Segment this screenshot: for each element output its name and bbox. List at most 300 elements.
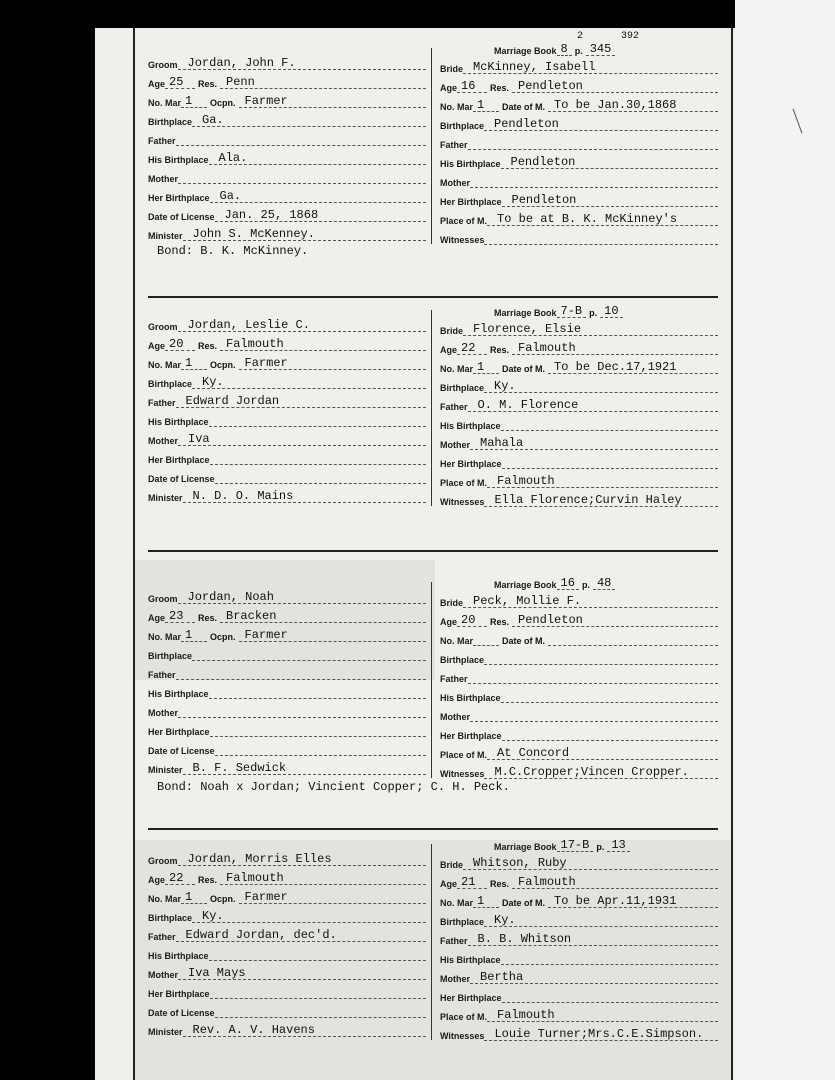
bride-age-value: 20	[457, 614, 487, 627]
bride-mother-row	[440, 174, 718, 188]
groom-father-value: Edward Jordan, dec'd.	[176, 929, 426, 942]
bride-name-value: McKinney, Isabell	[463, 61, 718, 74]
bride-father-row	[440, 932, 718, 946]
bride-name-row	[440, 322, 718, 336]
bride-name-row	[440, 856, 718, 870]
book-number-top: 2	[577, 31, 584, 42]
column-divider	[431, 48, 432, 244]
bride-birthplace-label: Birthplace	[440, 917, 485, 927]
groom-her-birthplace-label: Her Birthplace	[148, 193, 210, 203]
bride-her-birthplace-label: Her Birthplace	[440, 993, 502, 1003]
bride-place-of-m-value: To be at B. K. McKinney's	[487, 213, 718, 226]
bride-no-mar-label: No. Mar	[440, 364, 474, 374]
groom-minister-value: N. D. O. Mains	[183, 490, 426, 503]
bride-birthplace-row	[440, 913, 718, 927]
bride-name-value: Whitson, Ruby	[463, 857, 718, 870]
groom-date-of-license-label: Date of License	[148, 212, 215, 222]
bride-father-row	[440, 136, 718, 150]
bride-res-value: Pendleton	[512, 80, 718, 93]
groom-mother-label: Mother	[148, 436, 178, 446]
groom-her-birthplace-row	[148, 985, 426, 999]
marriage-book-label: Marriage Book	[494, 842, 557, 852]
groom-no-mar-value: 1	[181, 357, 207, 370]
marriage-book-row	[494, 576, 615, 590]
bride-res-value: Falmouth	[512, 342, 718, 355]
bride-no-mar-value: 1	[473, 99, 499, 112]
bride-witnesses-row	[440, 1027, 718, 1041]
groom-minister-value: B. F. Sedwick	[183, 762, 426, 775]
groom-her-birthplace-row	[148, 451, 426, 465]
bride-her-birthplace-row	[440, 989, 718, 1003]
bride-place-of-m-label: Place of M.	[440, 478, 488, 488]
bride-age-row	[440, 613, 718, 627]
marriage-book-page: 13	[607, 839, 629, 852]
groom-date-of-license-value	[215, 755, 426, 756]
bride-age-row	[440, 875, 718, 889]
bride-place-of-m-label: Place of M.	[440, 216, 488, 226]
groom-birthplace-row	[148, 375, 426, 389]
groom-ocpn-label: Ocpn.	[210, 360, 236, 370]
bride-father-value	[468, 683, 718, 684]
bride-no-mar-value: 1	[473, 361, 499, 374]
bride-name-row	[440, 60, 718, 74]
groom-mother-value: Iva	[178, 433, 426, 446]
bride-his-birthplace-label: His Birthplace	[440, 159, 501, 169]
groom-his-birthplace-row	[148, 685, 426, 699]
bride-place-of-m-value: At Concord	[487, 747, 718, 760]
bride-her-birthplace-value	[502, 468, 718, 469]
scan-margin	[735, 0, 835, 1080]
bond-note: Bond: B. K. McKinney.	[157, 244, 309, 258]
bride-her-birthplace-label: Her Birthplace	[440, 731, 502, 741]
bride-mother-value	[470, 187, 718, 188]
bride-bride-label: Bride	[440, 64, 464, 74]
bride-age-value: 22	[457, 342, 487, 355]
groom-minister-row	[148, 761, 426, 775]
page-label: p.	[581, 580, 590, 590]
groom-mother-value: Iva Mays	[178, 967, 426, 980]
groom-minister-row	[148, 489, 426, 503]
bride-age-row	[440, 79, 718, 93]
groom-no-mar-value: 1	[181, 95, 207, 108]
groom-no-mar-label: No. Mar	[148, 360, 182, 370]
column-divider	[431, 310, 432, 506]
groom-age-value: 25	[165, 76, 195, 89]
groom-birthplace-value: Ky.	[192, 376, 426, 389]
groom-father-row	[148, 132, 426, 146]
groom-res-value: Falmouth	[220, 872, 426, 885]
marriage-book-label: Marriage Book	[494, 308, 557, 318]
groom-his-birthplace-label: His Birthplace	[148, 951, 209, 961]
groom-ocpn-label: Ocpn.	[210, 894, 236, 904]
marriage-book-label: Marriage Book	[494, 46, 557, 56]
groom-age-row	[148, 337, 426, 351]
bride-mother-label: Mother	[440, 974, 470, 984]
bride-witnesses-label: Witnesses	[440, 1031, 485, 1041]
bond-note: Bond: Noah x Jordan; Vincient Copper; C. H. Peck.	[157, 780, 510, 794]
groom-his-birthplace-label: His Birthplace	[148, 689, 209, 699]
bride-no-mar-label: No. Mar	[440, 636, 474, 646]
groom-mother-value	[178, 717, 426, 718]
marriage-book-number: 7-B	[557, 305, 587, 318]
groom-no-mar-row	[148, 94, 426, 108]
bride-name-row	[440, 594, 718, 608]
groom-his-birthplace-label: His Birthplace	[148, 155, 209, 165]
groom-his-birthplace-row	[148, 413, 426, 427]
groom-name-row	[148, 56, 426, 70]
groom-age-label: Age	[148, 613, 166, 623]
bride-res-label: Res.	[490, 345, 510, 355]
groom-res-label: Res.	[198, 79, 218, 89]
marriage-book-page: 48	[593, 577, 615, 590]
groom-date-of-license-row	[148, 208, 426, 222]
bride-res-label: Res.	[490, 879, 510, 889]
bride-mother-row	[440, 708, 718, 722]
groom-age-label: Age	[148, 341, 166, 351]
bride-witnesses-value: Louie Turner;Mrs.C.E.Simpson.	[484, 1028, 718, 1041]
groom-date-of-license-label: Date of License	[148, 1008, 215, 1018]
groom-birthplace-value: Ky.	[192, 910, 426, 923]
bride-her-birthplace-row	[440, 727, 718, 741]
column-divider	[431, 844, 432, 1040]
groom-date-of-license-label: Date of License	[148, 474, 215, 484]
groom-her-birthplace-label: Her Birthplace	[148, 455, 210, 465]
bride-father-value: B. B. Whitson	[468, 933, 718, 946]
groom-age-label: Age	[148, 79, 166, 89]
groom-birthplace-row	[148, 909, 426, 923]
groom-ocpn-label: Ocpn.	[210, 632, 236, 642]
page-label: p.	[589, 308, 598, 318]
groom-ocpn-value: Farmer	[239, 357, 426, 370]
groom-no-mar-label: No. Mar	[148, 894, 182, 904]
bride-her-birthplace-row	[440, 193, 718, 207]
groom-his-birthplace-row	[148, 947, 426, 961]
groom-her-birthplace-value	[210, 464, 426, 465]
groom-name-value: Jordan, John F.	[178, 57, 426, 70]
groom-birthplace-value	[192, 660, 426, 661]
bride-witnesses-row	[440, 765, 718, 779]
bride-his-birthplace-value	[501, 430, 718, 431]
marriage-book-row	[494, 42, 615, 56]
groom-birthplace-label: Birthplace	[148, 379, 193, 389]
bride-his-birthplace-label: His Birthplace	[440, 955, 501, 965]
groom-date-of-license-value: Jan. 25, 1868	[215, 209, 426, 222]
bride-date-of-m-label: Date of M.	[502, 636, 546, 646]
groom-her-birthplace-row	[148, 189, 426, 203]
groom-groom-label: Groom	[148, 594, 178, 604]
bride-mother-label: Mother	[440, 712, 470, 722]
bride-witnesses-label: Witnesses	[440, 235, 485, 245]
bride-res-value: Falmouth	[512, 876, 718, 889]
groom-father-row	[148, 666, 426, 680]
groom-birthplace-row	[148, 647, 426, 661]
bride-birthplace-value: Pendleton	[484, 118, 718, 131]
bride-place-of-m-row	[440, 212, 718, 226]
groom-name-row	[148, 590, 426, 604]
record-separator	[148, 296, 718, 298]
groom-name-value: Jordan, Noah	[178, 591, 426, 604]
bride-no-mar-value	[473, 645, 499, 646]
bride-place-of-m-value: Falmouth	[487, 1009, 718, 1022]
bride-no-mar-row	[440, 360, 718, 374]
groom-age-row	[148, 75, 426, 89]
groom-res-label: Res.	[198, 341, 218, 351]
bride-witnesses-label: Witnesses	[440, 769, 485, 779]
bride-place-of-m-label: Place of M.	[440, 750, 488, 760]
column-divider	[431, 582, 432, 778]
groom-mother-label: Mother	[148, 970, 178, 980]
bride-place-of-m-row	[440, 1008, 718, 1022]
groom-mother-row	[148, 432, 426, 446]
bride-age-label: Age	[440, 345, 458, 355]
groom-ocpn-label: Ocpn.	[210, 98, 236, 108]
bride-father-label: Father	[440, 402, 468, 412]
bride-witnesses-row	[440, 493, 718, 507]
marriage-book-number: 8	[557, 43, 572, 56]
groom-age-value: 22	[165, 872, 195, 885]
marriage-book-number: 17-B	[557, 839, 594, 852]
bride-mother-row	[440, 970, 718, 984]
bride-witnesses-value	[484, 244, 718, 245]
groom-minister-row	[148, 227, 426, 241]
bride-name-value: Florence, Elsie	[463, 323, 718, 336]
groom-ocpn-value: Farmer	[239, 629, 426, 642]
groom-name-value: Jordan, Leslie C.	[178, 319, 426, 332]
groom-minister-row	[148, 1023, 426, 1037]
groom-birthplace-row	[148, 113, 426, 127]
groom-groom-label: Groom	[148, 856, 178, 866]
groom-date-of-license-label: Date of License	[148, 746, 215, 756]
bride-birthplace-row	[440, 379, 718, 393]
bride-witnesses-value: M.C.Cropper;Vincen Cropper.	[484, 766, 718, 779]
bride-mother-label: Mother	[440, 440, 470, 450]
groom-date-of-license-value	[215, 483, 426, 484]
groom-father-value: Edward Jordan	[176, 395, 426, 408]
groom-her-birthplace-row	[148, 723, 426, 737]
bride-date-of-m-label: Date of M.	[502, 364, 546, 374]
groom-mother-row	[148, 966, 426, 980]
groom-res-value: Falmouth	[220, 338, 426, 351]
groom-minister-value: John S. McKenney.	[183, 228, 426, 241]
bride-res-label: Res.	[490, 83, 510, 93]
bride-birthplace-value	[484, 664, 718, 665]
bride-mother-value: Bertha	[470, 971, 718, 984]
groom-ocpn-value: Farmer	[239, 95, 426, 108]
bride-his-birthplace-label: His Birthplace	[440, 693, 501, 703]
bride-birthplace-label: Birthplace	[440, 383, 485, 393]
bride-his-birthplace-value: Pendleton	[501, 156, 718, 169]
bride-place-of-m-row	[440, 746, 718, 760]
groom-res-value: Bracken	[220, 610, 426, 623]
page-label: p.	[574, 46, 583, 56]
groom-his-birthplace-value	[209, 426, 426, 427]
groom-her-birthplace-value	[210, 998, 426, 999]
groom-date-of-license-value	[215, 1017, 426, 1018]
groom-minister-label: Minister	[148, 765, 183, 775]
groom-his-birthplace-row	[148, 151, 426, 165]
bride-date-of-m-label: Date of M.	[502, 898, 546, 908]
bride-name-value: Peck, Mollie F.	[463, 595, 718, 608]
groom-birthplace-label: Birthplace	[148, 913, 193, 923]
bride-mother-row	[440, 436, 718, 450]
groom-father-row	[148, 928, 426, 942]
bride-witnesses-row	[440, 231, 718, 245]
bride-birthplace-label: Birthplace	[440, 655, 485, 665]
groom-res-label: Res.	[198, 613, 218, 623]
groom-minister-value: Rev. A. V. Havens	[183, 1024, 426, 1037]
bride-place-of-m-row	[440, 474, 718, 488]
groom-her-birthplace-label: Her Birthplace	[148, 727, 210, 737]
bride-her-birthplace-label: Her Birthplace	[440, 197, 502, 207]
groom-minister-label: Minister	[148, 1027, 183, 1037]
groom-birthplace-value: Ga.	[192, 114, 426, 127]
groom-birthplace-label: Birthplace	[148, 117, 193, 127]
book-page-top: 392	[621, 31, 640, 42]
groom-ocpn-value: Farmer	[239, 891, 426, 904]
groom-his-birthplace-value: Ala.	[209, 152, 426, 165]
bride-her-birthplace-value	[502, 1002, 718, 1003]
bride-no-mar-value: 1	[473, 895, 499, 908]
groom-no-mar-value: 1	[181, 891, 207, 904]
bride-date-of-m-value: To be Apr.11,1931	[548, 895, 718, 908]
bride-birthplace-row	[440, 651, 718, 665]
groom-mother-value	[178, 183, 426, 184]
groom-groom-label: Groom	[148, 60, 178, 70]
bride-date-of-m-label: Date of M.	[502, 102, 546, 112]
bride-no-mar-label: No. Mar	[440, 898, 474, 908]
marriage-book-row	[494, 304, 623, 318]
groom-groom-label: Groom	[148, 322, 178, 332]
marriage-book-row	[494, 838, 630, 852]
groom-his-birthplace-value	[209, 698, 426, 699]
groom-name-row	[148, 318, 426, 332]
bride-witnesses-value: Ella Florence;Curvin Haley	[484, 494, 718, 507]
groom-father-label: Father	[148, 670, 176, 680]
bride-date-of-m-value: To be Jan.30,1868	[548, 99, 718, 112]
bride-his-birthplace-value	[501, 702, 718, 703]
groom-res-value: Penn	[220, 76, 426, 89]
bride-his-birthplace-row	[440, 951, 718, 965]
groom-his-birthplace-label: His Birthplace	[148, 417, 209, 427]
bride-bride-label: Bride	[440, 326, 464, 336]
groom-her-birthplace-label: Her Birthplace	[148, 989, 210, 999]
groom-no-mar-label: No. Mar	[148, 98, 182, 108]
bride-no-mar-row	[440, 632, 718, 646]
groom-father-value	[176, 145, 426, 146]
bride-mother-value: Mahala	[470, 437, 718, 450]
bride-father-label: Father	[440, 674, 468, 684]
groom-name-row	[148, 852, 426, 866]
bride-his-birthplace-label: His Birthplace	[440, 421, 501, 431]
groom-mother-label: Mother	[148, 708, 178, 718]
groom-no-mar-value: 1	[181, 629, 207, 642]
bride-his-birthplace-value	[501, 964, 718, 965]
bride-age-label: Age	[440, 879, 458, 889]
right-border	[731, 28, 733, 1080]
bride-mother-value	[470, 721, 718, 722]
groom-father-label: Father	[148, 136, 176, 146]
groom-date-of-license-row	[148, 1004, 426, 1018]
groom-no-mar-row	[148, 356, 426, 370]
bride-father-label: Father	[440, 140, 468, 150]
groom-age-row	[148, 871, 426, 885]
marriage-book-number: 16	[557, 577, 579, 590]
marriage-book-page: 10	[600, 305, 622, 318]
groom-no-mar-row	[148, 890, 426, 904]
bride-his-birthplace-row	[440, 155, 718, 169]
groom-her-birthplace-value: Ga.	[210, 190, 426, 203]
bride-no-mar-row	[440, 98, 718, 112]
bride-age-row	[440, 341, 718, 355]
bride-her-birthplace-row	[440, 455, 718, 469]
bride-her-birthplace-value: Pendleton	[502, 194, 718, 207]
marriage-book-label: Marriage Book	[494, 580, 557, 590]
bride-father-value: O. M. Florence	[468, 399, 718, 412]
bride-her-birthplace-value	[502, 740, 718, 741]
bride-her-birthplace-label: Her Birthplace	[440, 459, 502, 469]
bride-bride-label: Bride	[440, 598, 464, 608]
bride-father-value	[468, 149, 718, 150]
bride-birthplace-label: Birthplace	[440, 121, 485, 131]
groom-father-row	[148, 394, 426, 408]
page-label: p.	[596, 842, 605, 852]
groom-name-value: Jordan, Morris Elles	[178, 853, 426, 866]
groom-res-label: Res.	[198, 875, 218, 885]
bride-father-row	[440, 398, 718, 412]
bride-bride-label: Bride	[440, 860, 464, 870]
groom-no-mar-label: No. Mar	[148, 632, 182, 642]
bride-place-of-m-value: Falmouth	[487, 475, 718, 488]
groom-age-value: 23	[165, 610, 195, 623]
bride-father-row	[440, 670, 718, 684]
groom-mother-row	[148, 704, 426, 718]
marriage-book-page: 345	[586, 43, 616, 56]
groom-minister-label: Minister	[148, 493, 183, 503]
bride-no-mar-label: No. Mar	[440, 102, 474, 112]
groom-birthplace-label: Birthplace	[148, 651, 193, 661]
groom-age-label: Age	[148, 875, 166, 885]
groom-minister-label: Minister	[148, 231, 183, 241]
bride-date-of-m-value	[548, 645, 718, 646]
groom-mother-row	[148, 170, 426, 184]
bride-witnesses-label: Witnesses	[440, 497, 485, 507]
bride-age-label: Age	[440, 83, 458, 93]
groom-father-value	[176, 679, 426, 680]
bride-place-of-m-label: Place of M.	[440, 1012, 488, 1022]
groom-father-label: Father	[148, 398, 176, 408]
bride-father-label: Father	[440, 936, 468, 946]
bride-his-birthplace-row	[440, 417, 718, 431]
bride-his-birthplace-row	[440, 689, 718, 703]
groom-age-row	[148, 609, 426, 623]
bride-no-mar-row	[440, 894, 718, 908]
bride-res-value: Pendleton	[512, 614, 718, 627]
groom-mother-label: Mother	[148, 174, 178, 184]
bride-date-of-m-value: To be Dec.17,1921	[548, 361, 718, 374]
bride-birthplace-value: Ky.	[484, 914, 718, 927]
bride-age-value: 21	[457, 876, 487, 889]
groom-father-label: Father	[148, 932, 176, 942]
bride-age-value: 16	[457, 80, 487, 93]
groom-no-mar-row	[148, 628, 426, 642]
bride-age-label: Age	[440, 617, 458, 627]
groom-her-birthplace-value	[210, 736, 426, 737]
bride-res-label: Res.	[490, 617, 510, 627]
groom-his-birthplace-value	[209, 960, 426, 961]
bride-birthplace-value: Ky.	[484, 380, 718, 393]
bride-birthplace-row	[440, 117, 718, 131]
bride-mother-label: Mother	[440, 178, 470, 188]
